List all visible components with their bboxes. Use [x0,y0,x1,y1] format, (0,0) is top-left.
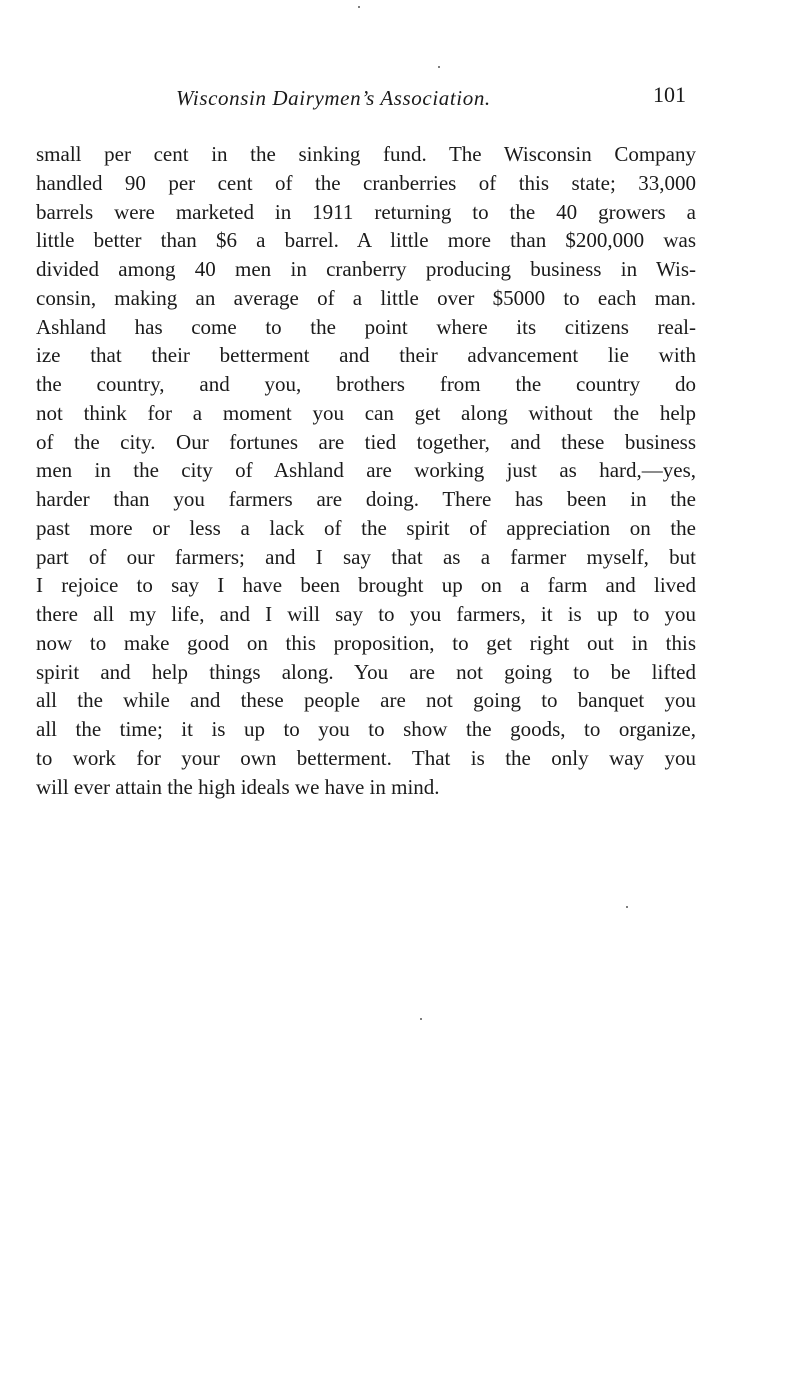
text-line: little better than $6 a barrel. A little more than $200,000 was [36,228,696,253]
scan-speck [358,6,360,8]
text-line: harder than you farmers are doing. There has been in the [36,487,696,511]
text-line: consin, making an average of a little over $5000 to each man. [36,285,696,310]
page-number: 101 [653,82,686,107]
text-line: not think for a moment you can get along without the help [36,400,696,425]
scan-speck [420,1018,422,1020]
text-line: spirit and help things along. You are not going to be lifted [36,659,696,684]
text-line: past more or less a lack of the spirit of appreciation on the [36,515,696,540]
running-title: Wisconsin Dairymen’s Association. [176,86,491,110]
text-line: barrels were marketed in 1911 returning to the 40 growers a [36,199,696,224]
body-paragraph [36,140,696,801]
text-line: handled 90 per cent of the cranberries of this state; 33,000 [36,170,696,195]
text-line: of the city. Our fortunes are tied together, and these business [36,429,696,454]
text-line: I rejoice to say I have been brought up on a farm and lived [36,573,696,598]
text-line: divided among 40 men in cranberry producing business in Wis- [36,257,696,281]
text-line: there all my life, and I will say to you farmers, it is up to you [36,602,696,626]
text-line: ize that their betterment and their advancement lie with [36,343,696,368]
text-line: men in the city of Ashland are working just as hard,—yes, [36,458,696,483]
text-line: all the time; it is up to you to show the goods, to organize, [36,717,696,741]
text-line: all the while and these people are not going to banquet you [36,688,696,713]
text-line: small per cent in the sinking fund. The Wisconsin Company [36,142,696,166]
page-header [176,82,688,116]
text-line: now to make good on this proposition, to get right out in this [36,630,696,655]
text-line: will ever attain the high ideals we have in mind. [36,774,440,799]
scan-speck [626,906,628,908]
text-line: part of our farmers; and I say that as a farmer myself, but [36,544,696,569]
text-line: Ashland has come to the point where its citizens real- [36,314,696,339]
text-line: the country, and you, brothers from the country do [36,372,696,396]
scan-speck [438,66,440,68]
text-line: to work for your own betterment. That is the only way you [36,745,696,770]
